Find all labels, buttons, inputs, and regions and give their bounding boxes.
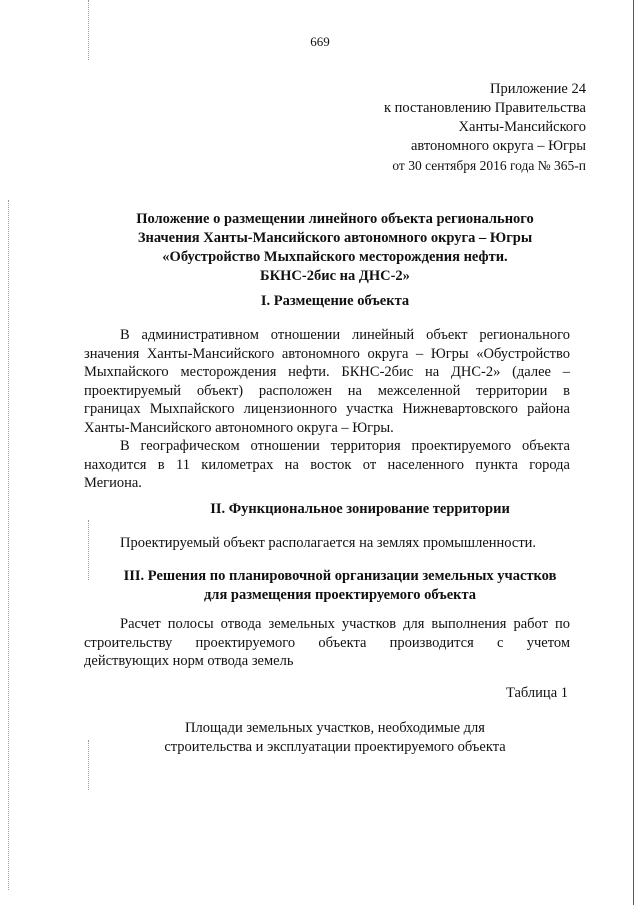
text-line: В географическом отношении территория проектируемого объекта xyxy=(120,438,570,454)
text-line: Мыхпайского месторождения нефти. БКНС-2бис на ДНС-2» (далее – xyxy=(84,364,570,380)
table-caption xyxy=(80,719,590,757)
text-line: действующих норм отвода земель xyxy=(84,653,294,669)
appendix-line: Ханты-Мансийского xyxy=(458,119,586,135)
title-line: «Обустройство Мыхпайского месторождения нефти. xyxy=(162,249,508,265)
text-line: проектируемый объект) расположен на межселенной территории в xyxy=(84,382,570,399)
appendix-line: Приложение 24 xyxy=(490,81,586,97)
caption-line: Площади земельных участков, необходимые для xyxy=(185,720,485,736)
section-heading-3 xyxy=(60,567,620,605)
text-line: Расчет полосы отвода земельных участков для выполнения работ по xyxy=(120,616,570,632)
text-line: В административном отношении линейный объект регионального xyxy=(120,327,570,343)
section1-paragraph-1 xyxy=(84,326,570,437)
title-line: Положение о размещении линейного объекта регионального xyxy=(136,211,534,227)
page-number: 669 xyxy=(310,34,330,49)
document-title xyxy=(80,210,590,286)
text-line: строительству проектируемого объекта производится с учетом xyxy=(84,634,570,651)
text-line: Ханты-Мансийского автономного округа – Югры. xyxy=(84,419,394,436)
section3-paragraph xyxy=(84,615,570,671)
text-line: границах Мыхпайского лицензионного участка Нижневартовского района xyxy=(84,401,570,417)
scan-artifact-line xyxy=(88,0,89,60)
appendix-date: от 30 сентября 2016 года № 365-п xyxy=(392,158,586,173)
text-line: Проектируемый объект располагается на землях промышленности. xyxy=(120,535,537,551)
caption-line: строительства и эксплуатации проектируемого объекта xyxy=(164,739,506,755)
table-label: Таблица 1 xyxy=(505,685,568,701)
text-line: Мегиона. xyxy=(84,475,142,491)
title-line: Значения Ханты-Мансийского автономного округа – Югры xyxy=(137,230,533,246)
appendix-line: к постановлению Правительства xyxy=(384,100,586,116)
section-heading-2: II. Функциональное зонирование территории xyxy=(210,501,510,517)
text-line: значения Ханты-Мансийского автономного округа – Югры «Обустройство xyxy=(84,345,570,362)
section-heading-1: I. Размещение объекта xyxy=(260,293,410,309)
appendix-line: автономного округа – Югры xyxy=(410,138,586,154)
section2-paragraph xyxy=(84,534,570,553)
appendix-block xyxy=(384,80,586,175)
title-line: БКНС-2бис на ДНС-2» xyxy=(260,268,410,284)
section-heading-line: для размещения проектируемого объекта xyxy=(203,587,477,603)
text-line: находится в 11 километрах на восток от населенного пункта города xyxy=(84,456,570,473)
section-heading-line: III. Решения по планировочной организации земельных участков xyxy=(123,568,557,584)
section1-paragraph-2 xyxy=(84,437,570,493)
page-edge xyxy=(633,0,634,905)
